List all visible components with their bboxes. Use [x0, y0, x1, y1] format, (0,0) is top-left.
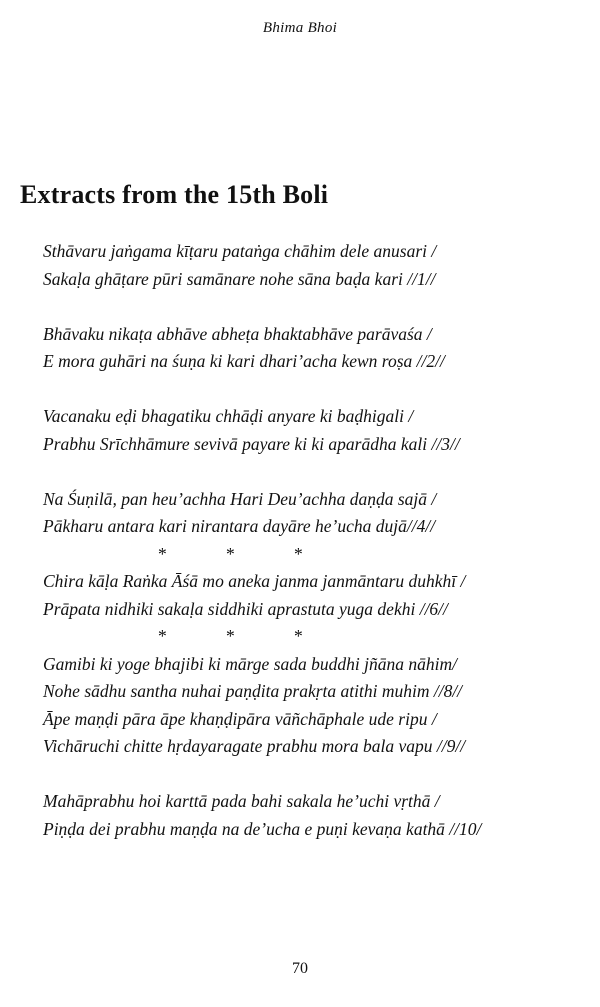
stanza-gap	[43, 761, 593, 789]
separator-star: *	[226, 626, 235, 646]
separator-star: *	[158, 626, 167, 646]
verse-line-4a: Na Śuṇilā, pan heu’achha Hari Deu’achha daṇḍa sajā /	[43, 488, 437, 509]
verse-line-4b: Pākharu antara kari nirantara dayāre he’ucha dujā//4//	[43, 516, 436, 536]
verse-line-3b: Prabhu Srīchhāmure sevivā payare ki ki aparādha kali //3//	[43, 433, 460, 454]
separator-star: *	[226, 543, 235, 564]
verse-line-10a: Mahāprabhu hoi karttā pada bahi sakala he’uchi vṛthā /	[43, 791, 440, 811]
verse-line-3a: Vacanaku eḍi bhagatiku chhāḍi anyare ki baḍhigali /	[43, 406, 414, 426]
separator-star: *	[158, 543, 167, 564]
separator-star: *	[294, 543, 303, 564]
running-head-title: Bhima Bhoi	[262, 20, 338, 36]
verse-line-1b: Sakaḷa ghāṭare pūri samānare nohe sāna baḍa kari //1//	[43, 268, 436, 289]
verse-block	[43, 238, 593, 843]
verse-line-6a: Chira kāḷa Raṅka Āśā mo aneka janma janmāntaru duhkhī /	[43, 571, 466, 591]
page-number: 70	[292, 960, 308, 977]
verse-line-1a: Sthāvaru jaṅgama kīṭaru pataṅga chāhim dele anusari /	[43, 241, 437, 261]
stanza-gap	[43, 293, 593, 321]
stanza-gap	[43, 458, 593, 486]
separator-star: *	[294, 626, 303, 646]
chapter-title: Extracts from the 15th Boli	[20, 180, 329, 209]
verse-line-10b: Piṇḍa dei prabhu maṇḍa na de’ucha e puṇi kevaṇa kathā //10/	[43, 818, 482, 839]
verse-line-8b: Nohe sādhu santha nuhai paṇḍita prakṛta atithi muhim //8//	[43, 681, 463, 701]
verse-line-9b: Vichāruchi chitte hṛdayaragate prabhu mora bala vapu //9//	[43, 736, 466, 756]
verse-line-2a: Bhāvaku nikaṭa abhāve abheṭa bhaktabhāve parāvaśa /	[43, 323, 432, 344]
ellipsis-separator	[43, 541, 593, 569]
verse-line-8a: Gamibi ki yoge bhajibi ki mārge sada buddhi jñāna nāhim/	[43, 653, 457, 674]
stanza-gap	[43, 376, 593, 404]
verse-line-2b: E mora guhāri na śuṇa ki kari dhari’acha kewn roṣa //2//	[43, 351, 445, 371]
verse-line-6b: Prāpata nidhiki sakaḷa siddhiki aprastuta yuga dekhi //6//	[43, 598, 448, 619]
verse-line-9a: Āpe maṇḍi pāra āpe khaṇḍipāra vāñchāphale ude ripu /	[43, 708, 437, 729]
ellipsis-separator	[43, 623, 593, 651]
